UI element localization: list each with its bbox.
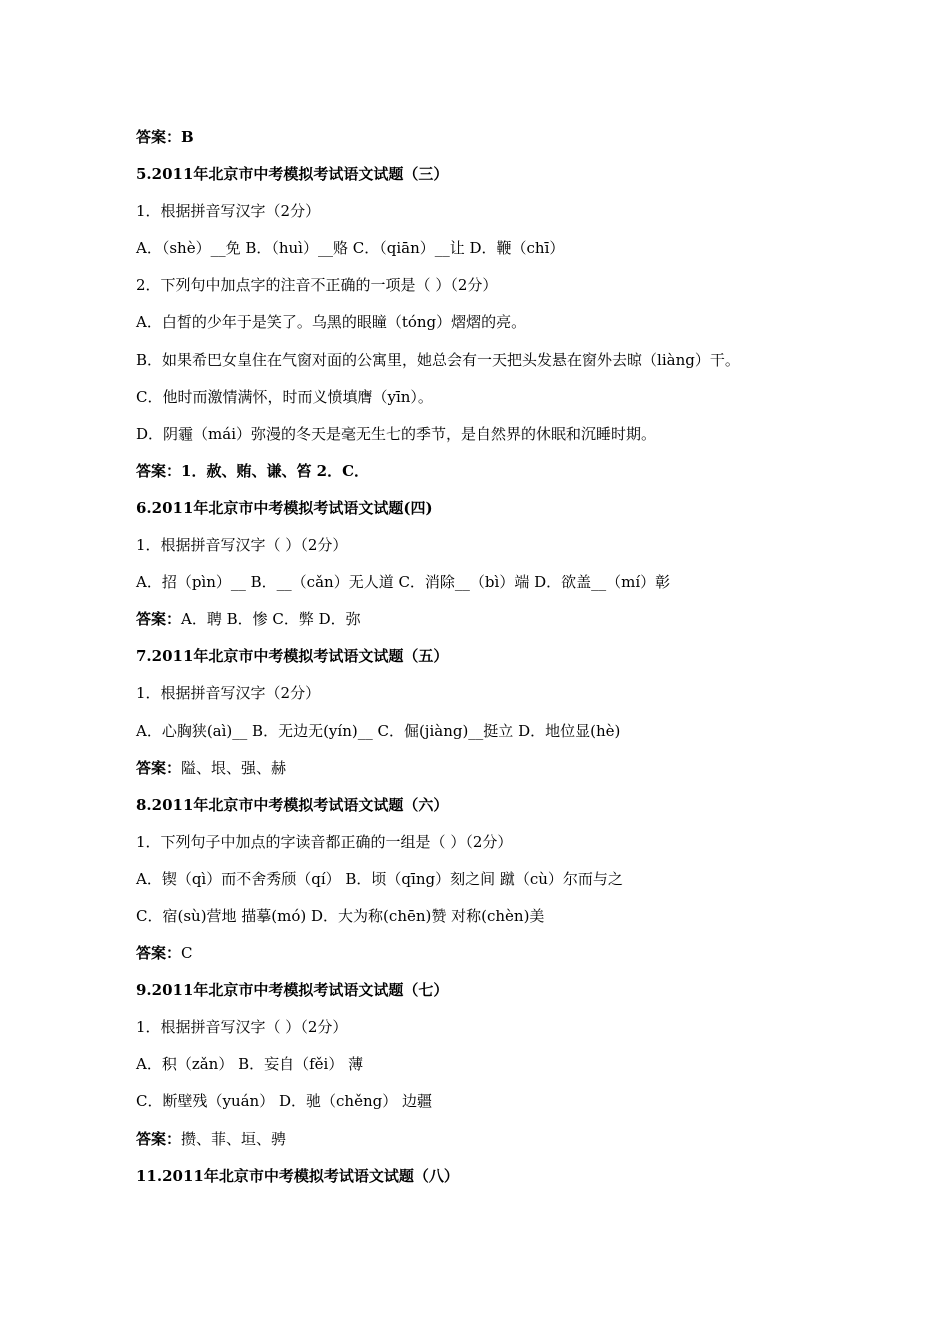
section-heading: 9.2011年北京市中考模拟考试语文试题（七） [136,981,449,1000]
question-line: 1．根据拼音写汉字（ ）（2分） [136,1018,348,1037]
question-line: C．断壁残（yuán） D．驰（chěng） 边疆 [136,1092,432,1111]
question-line: A．（shè）__免 B．（huì）__赂 C．（qiān）__让 D．鞭（chī） [136,239,565,258]
answer-label: 答案： [136,610,182,629]
answer-label: 答案： [136,128,182,146]
answer-text: 攒、菲、垣、骋 [181,1129,287,1148]
question-line: 2．下列句中加点字的注音不正确的一项是（ ）（2分） [136,276,498,295]
answer-text: B [181,128,194,146]
answer-line [136,459,836,496]
question-line: A．积（zǎn） B．妄自（fěi） 薄 [136,1055,364,1074]
question-line: B．如果希巴女皇住在气窗对面的公寓里，她总会有一天把头发悬在窗外去晾（liàng）干。 [136,350,740,369]
document-page [136,125,836,1201]
answer-label: 答案： [136,758,182,777]
question-line: A．锲（qì）而不舍秀颀（qí） B．顷（qīng）刻之间 蹴（cù）尔而与之 [136,869,623,888]
answer-label: 答案： [136,944,182,963]
answer-text: 隘、垠、强、赫 [181,758,287,777]
answer-text: C [181,944,193,963]
question-line: 1．下列句子中加点的字读音都正确的一组是（ ）（2分） [136,832,513,851]
section-heading: 8.2011年北京市中考模拟考试语文试题（六） [136,795,449,814]
question-line: 1．根据拼音写汉字（2分） [136,684,321,703]
question-line: C．宿(sù)营地 描摹(mó) D．大为称(chēn)赞 对称(chèn)美 [136,906,545,925]
question-line: A．招（pìn）__ B．__（cǎn）无人道 C．消除__（bì）端 D．欲盖__（mí）彰 [136,573,671,592]
answer-line [136,1127,836,1164]
section-heading: 5.2011年北京市中考模拟考试语文试题（三） [136,165,449,184]
section-heading: 11.2011年北京市中考模拟考试语文试题（八） [136,1166,459,1185]
section-heading: 6.2011年北京市中考模拟考试语文试题(四) [136,498,433,517]
question-line: C．他时而激情满怀，时而义愤填膺（yīn）。 [136,387,433,406]
question-line: D．阴霾（mái）弥漫的冬天是毫无生七的季节，是自然界的休眠和沉睡时期。 [136,424,656,443]
question-line: A．心胸狭(aì)__ B．无边无(yín)__ C．倔(jiàng)__挺立 D．地位显(hè) [136,721,621,740]
answer-text: A．聘 B．惨 C．弊 D．弥 [181,610,361,629]
answer-line [136,941,836,978]
answer-label: 答案： [136,1129,182,1148]
answer-line [136,756,836,793]
answer-line [136,125,836,162]
question-line: A．白皙的少年于是笑了。乌黑的眼瞳（tóng）熠熠的亮。 [136,313,527,332]
question-line: 1．根据拼音写汉字（ ）（2分） [136,536,348,555]
section-heading: 7.2011年北京市中考模拟考试语文试题（五） [136,647,449,666]
answer-label: 答案： [136,461,182,480]
question-line: 1．根据拼音写汉字（2分） [136,202,321,221]
answer-line [136,607,836,644]
answer-text: 1．赦、贿、谦、笞 2．C． [181,461,370,480]
